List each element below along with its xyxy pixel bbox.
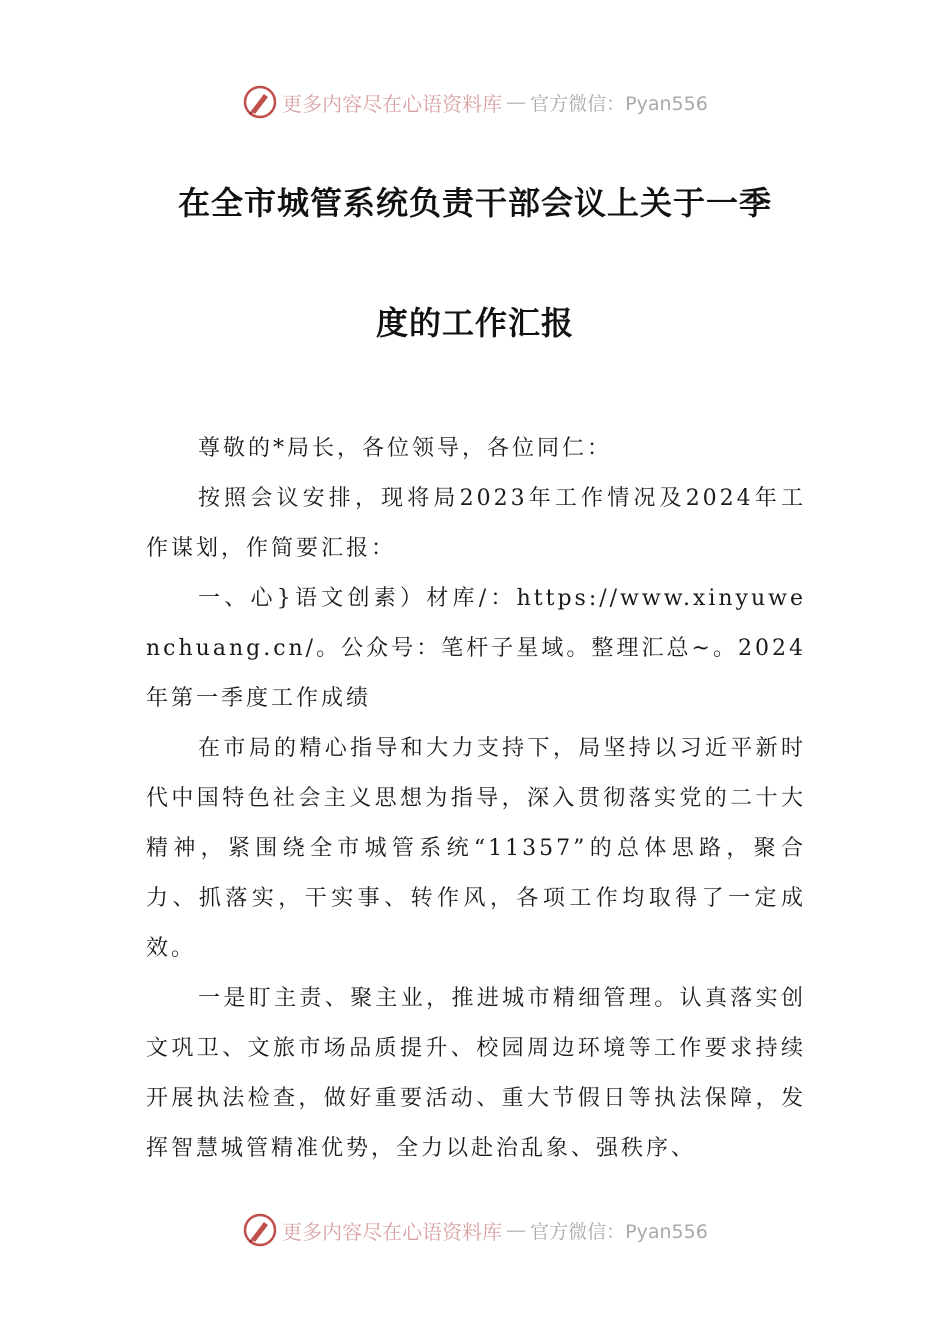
point-one-paragraph: 一是盯主责、聚主业，推进城市精细管理。认真落实创文巩卫、文旅市场品质提升、校园周边环境等工作要求持续开展执法检查，做好重要活动、重大节假日等执法保障，发挥智慧城管精准优势，全力以赴治乱象、强秩序、 [146, 986, 806, 1161]
pen-logo-icon [242, 1212, 278, 1248]
watermark-header [0, 82, 950, 122]
watermark-text: 更多内容尽在心语资料库 [282, 91, 503, 116]
watermark-separator: — [506, 1218, 527, 1242]
document-title-line-2: 度的工作汇报 [375, 304, 574, 342]
watermark-contact: 官方微信：Pyan556 [530, 1220, 708, 1243]
watermark-contact: 官方微信：Pyan556 [530, 92, 708, 115]
overview-paragraph: 在市局的精心指导和大力支持下，局坚持以习近平新时代中国特色社会主义思想为指导，深入贯彻落实党的二十大精神，紧围绕全市城管系统“11357”的总体思路，聚合力、抓落实，干实事、转作风，各项工作均取得了一定成效。 [146, 736, 806, 961]
watermark-footer [0, 1210, 950, 1250]
section-heading-paragraph: 一、心}语文创素）材库/：https://www.xinyuwenchuang.cn/。公众号：笔杆子星域。整理汇总~。2024年第一季度工作成绩 [146, 586, 806, 711]
pen-logo-icon [242, 84, 278, 120]
document-title-line-1: 在全市城管系统负责干部会议上关于一季 [177, 184, 772, 222]
salutation-paragraph: 尊敬的*局长，各位领导，各位同仁： [198, 436, 613, 461]
intro-paragraph: 按照会议安排，现将局2023年工作情况及2024年工作谋划，作简要汇报： [146, 486, 806, 561]
watermark-separator: — [506, 90, 527, 114]
document-body [146, 424, 806, 1174]
watermark-text: 更多内容尽在心语资料库 [282, 1219, 503, 1244]
